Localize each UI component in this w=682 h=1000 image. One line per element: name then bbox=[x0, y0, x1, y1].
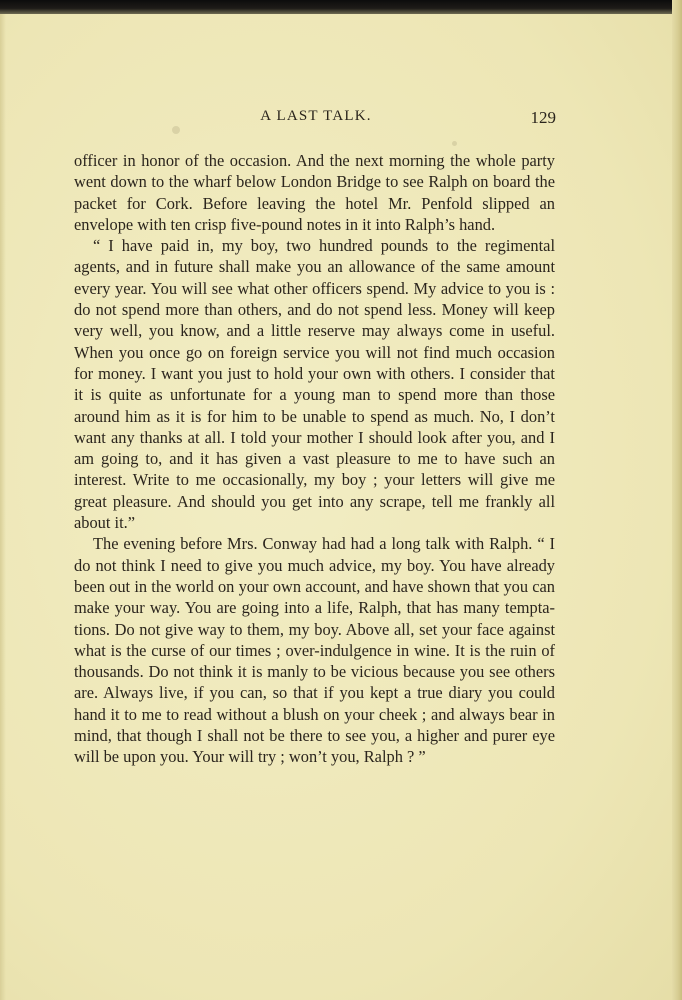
paragraph: officer in honor of the occasion. And the next morning the whole party went down to the wharf below London Bridge to see Ralph on board the packet for Cork. Before leaving the hotel Mr. Penfold slipped an envelope with ten crisp five-pound notes in it into Ralph’s hand. bbox=[74, 151, 555, 234]
page-right-edge bbox=[672, 0, 682, 1000]
body-text bbox=[74, 150, 555, 768]
page-number: 129 bbox=[530, 108, 556, 127]
paragraph: “ I have paid in, my boy, two hundred pounds to the regimental agents, and in future shall make you an allowance of the same amount every year. You will see what other officers spend. My advice to you is : do not spend more than others, and do not spend less. Money will keep very well, you know, and a little reserve may always come in useful. When you once go on foreign service you will not find much occasion for money. I want you just to hold your own with others. I consider that it is quite as unfortunate for a young man to spend more than those around him as it is for him to be unable to spend as much. No, I don’t want any thanks at all. I told your mother I should look after you, and I am going to, and it has given a vast pleasure to me to have such an interest. Write to me occasionally, my boy ; your letters will give me great pleasure. And should you get into any scrape, tell me frankly all about it.” bbox=[74, 236, 555, 533]
running-header bbox=[74, 108, 558, 132]
running-title: A LAST TALK. bbox=[260, 108, 372, 124]
page-gutter-shadow bbox=[0, 14, 6, 1000]
scan-top-edge bbox=[0, 0, 682, 14]
paragraph: The evening before Mrs. Conway had had a long talk with Ralph. “ I do not think I need to give you much advice, my boy. You have already been out in the world on your own account, and have shown that you can make your way. You are going into a life, Ralph, that has many temptations. Do not give way to them, my boy. Above all, set your face against what is the curse of our times ; over-indulgence in wine. It is the ruin of thousands. Do not think it is manly to be vicious because you see others are. Always live, if you can, so that if you kept a true diary you could hand it to me to read without a blush on your cheek ; and always bear in mind, that though I shall not be there to see you, a higher and purer eye will be upon you. Your will try ; won’t you, Ralph ? ” bbox=[74, 534, 555, 767]
paper-smudge bbox=[452, 141, 457, 146]
